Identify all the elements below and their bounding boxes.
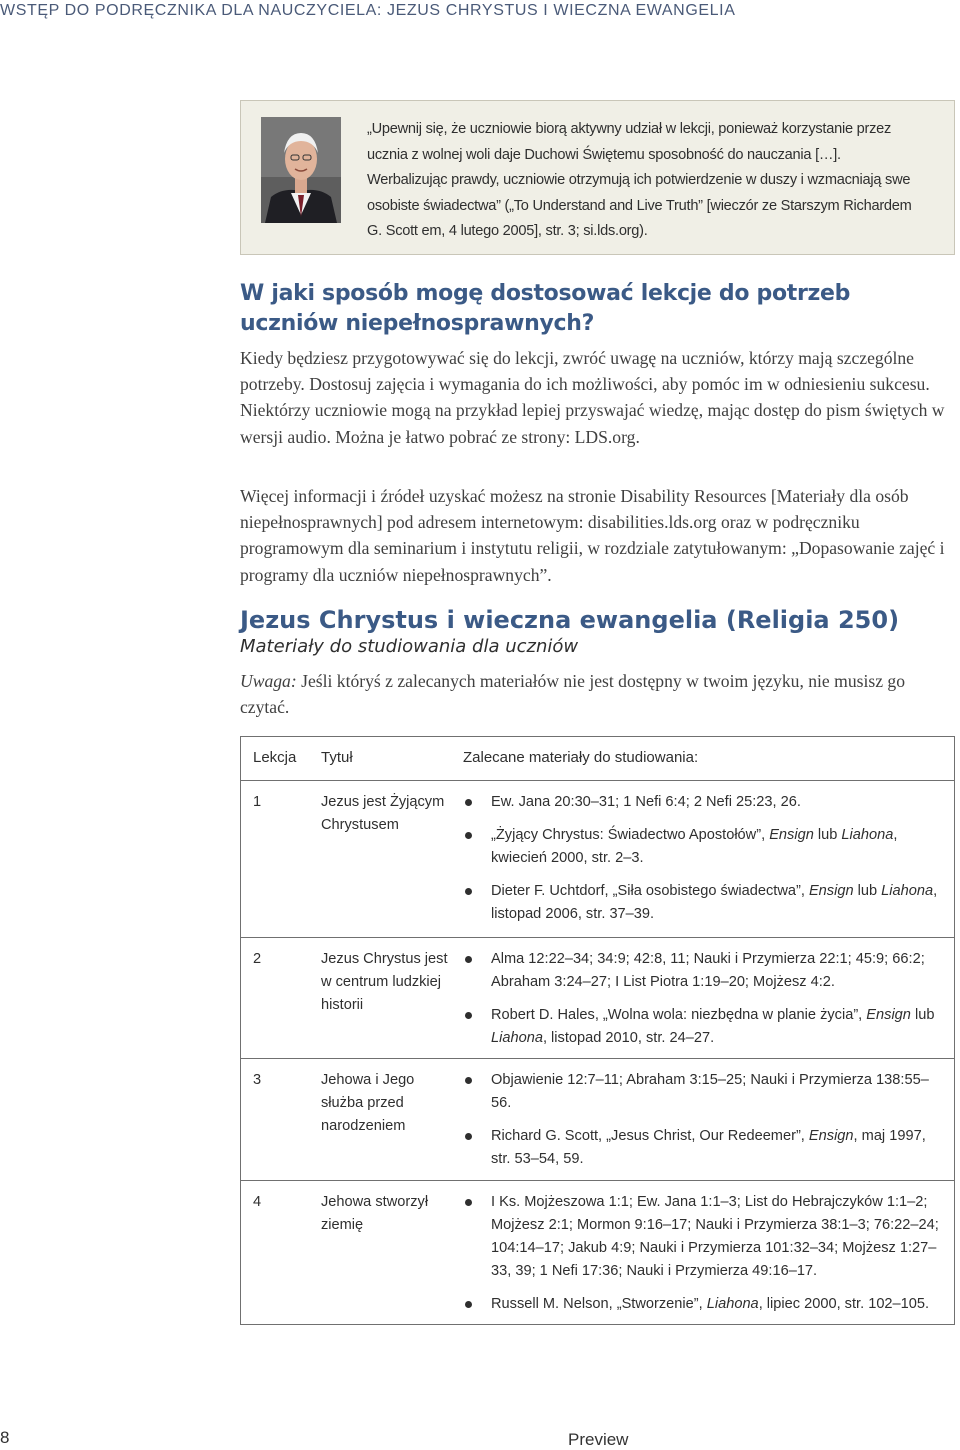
material-text: , listopad 2010, str. 24–27. <box>542 1030 715 1046</box>
header-title: Tytuł <box>321 749 353 766</box>
material-text: I Ks. Mojżeszowa 1:1; Ew. Jana 1:1–3; List do Hebrajczyków 1:1–2; Mojżesz 2:1; Mormon 9:16–17; Nauki i Przymierza 38:1–3; 76:22–24; 104:14–17; Jakub 4:9; Nauki i Przymierza 101:32–34; Mojżesz 1:27–33, 39; 1 Nefi 17:36; Nauki i Przymierza 49:16–17. <box>491 1194 939 1279</box>
material-text: , listopad 2006, str. 37–39. <box>491 883 938 922</box>
preview-label: Preview <box>568 1430 629 1449</box>
quote-line: ucznia z wolnej woli daje Duchowi Świętemu sposobność do nauczania […]. <box>367 146 841 163</box>
paragraph-adapt-lessons: Kiedy będziesz przygotowywać się do lekcji, zwróć uwagę na uczniów, którzy mają szczególne potrzeby. Dostosuj zajęcia i wymagania do ich możliwości, aby pomóc im w odniesieniu sukcesu. Niektórzy uczniowie mogą na przykład lepiej przyswajać wiedzę, mając dostęp do pism świętych w wersji audio. Można je łatwo pobrać ze strony: LDS.org. <box>240 348 945 447</box>
quote-line: G. Scott em, 4 lutego 2005], str. 3; si.lds.org). <box>367 223 648 240</box>
material-text: lub <box>813 827 842 843</box>
bullet-icon <box>465 1012 472 1019</box>
material-text: Objawienie 12:7–11; Abraham 3:15–25; Nauki i Przymierza 138:55–56. <box>491 1072 929 1111</box>
lesson-number: 2 <box>253 951 262 967</box>
material-text: , kwiecień 2000, str. 2–3. <box>491 827 898 866</box>
quote-line: „Upewnij się, że uczniowie biorą aktywny udział w lekcji, ponieważ korzystanie przez <box>367 121 892 137</box>
material-text: Russell M. Nelson, „Stworzenie”, <box>491 1296 707 1312</box>
material-item <box>463 948 943 994</box>
material-item <box>463 1004 943 1050</box>
portrait-image <box>261 117 341 223</box>
lesson-materials <box>463 948 943 1050</box>
table-row <box>241 1180 954 1325</box>
publication-name: Ensign <box>808 1128 854 1144</box>
header-materials: Zalecane materiały do studiowania: <box>463 749 699 766</box>
lesson-title: Jezus Chrystus jest w centrum ludzkiej historii <box>321 951 448 1013</box>
material-item <box>463 1069 943 1115</box>
material-text: , maj 1997, str. 53–54, 59. <box>491 1128 926 1167</box>
publication-name: Liahona <box>706 1296 759 1312</box>
publication-name: Liahona <box>491 1030 543 1046</box>
material-text: lub <box>910 1007 935 1023</box>
lesson-title: Jehowa stworzył ziemię <box>321 1194 429 1233</box>
material-text: Alma 12:22–34; 34:9; 42:8, 11; Nauki i Przymierza 22:1; 45:9; 66:2; Abraham 3:24–27; I List Piotra 1:19–20; Mojżesz 4:2. <box>491 951 925 990</box>
table-header-row <box>241 737 954 781</box>
quote-text <box>367 117 942 245</box>
author-portrait <box>261 117 341 223</box>
bullet-icon <box>465 832 472 839</box>
material-text: Dieter F. Uchtdorf, „Siła osobistego świadectwa”, <box>491 883 809 899</box>
material-item <box>463 824 943 870</box>
lesson-number: 3 <box>253 1072 262 1088</box>
note-label: Uwaga: <box>240 671 297 691</box>
note-text: Jeśli któryś z zalecanych materiałów nie jest dostępny w twoim języku, nie musisz go czytać. <box>240 671 906 718</box>
lesson-number: 4 <box>253 1194 262 1210</box>
lesson-materials <box>463 1069 943 1171</box>
table-row <box>241 937 954 1058</box>
material-text: Richard G. Scott, „Jesus Christ, Our Redeemer”, <box>491 1128 809 1144</box>
bullet-icon <box>465 888 472 895</box>
publication-name: Liahona <box>881 883 934 899</box>
header-lesson: Lekcja <box>253 749 297 766</box>
quote-line: osobiste świadectwa” („To Understand and Live Truth” [wieczór ze Starszym Richardem <box>367 197 912 214</box>
material-item <box>463 880 943 926</box>
bullet-icon <box>465 956 472 963</box>
paragraph-disability-resources: Więcej informacji i źródeł uzyskać możesz na stronie Disability Resources [Materiały dla osób niepełnosprawnych] pod adresem internetowym: disabilities.lds.org oraz w podręczniku programowym dla seminarium i instytutu religii, w rozdziale zatytułowanym: „Dopasowanie zajęć i programy dla uczniów niepełnosprawnych”. <box>240 486 945 585</box>
lesson-title: Jehowa i Jego służba przed narodzeniem <box>321 1072 415 1134</box>
material-item <box>463 791 943 814</box>
course-heading: Jezus Chrystus i wieczna ewangelia (Religia 250) <box>240 606 900 634</box>
material-text: Ew. Jana 20:30–31; 1 Nefi 6:4; 2 Nefi 25:23, 26. <box>491 794 801 810</box>
course-subtitle: Materiały do studiowania dla uczniów <box>240 636 579 657</box>
lesson-title: Jezus jest Żyjącym Chrystusem <box>321 794 445 833</box>
material-text: „Żyjący Chrystus: Świadectwo Apostołów”, <box>491 827 770 843</box>
lesson-materials <box>463 1191 943 1316</box>
quote-box <box>240 100 955 255</box>
material-text: Robert D. Hales, „Wolna wola: niezbędna w planie życia”, <box>491 1007 867 1023</box>
material-text: , lipiec 2000, str. 102–105. <box>758 1296 930 1312</box>
note-paragraph <box>240 668 940 720</box>
material-item <box>463 1191 943 1283</box>
bullet-icon <box>465 1199 472 1206</box>
publication-name: Ensign <box>769 827 814 843</box>
study-materials-table <box>240 736 955 1325</box>
material-item <box>463 1293 943 1316</box>
running-header: WSTĘP DO PODRĘCZNIKA DLA NAUCZYCIELA: JEZUS CHRYSTUS I WIECZNA EWANGELIA <box>0 2 736 19</box>
publication-name: Ensign <box>808 883 854 899</box>
lesson-number: 1 <box>253 794 262 810</box>
material-text: lub <box>853 883 882 899</box>
bullet-icon <box>465 1301 472 1308</box>
bullet-icon <box>465 799 472 806</box>
table-row <box>241 1058 954 1180</box>
publication-name: Ensign <box>866 1007 911 1023</box>
bullet-icon <box>465 1077 472 1084</box>
page-number: 8 <box>0 1428 10 1447</box>
section-heading-disabilities: W jaki sposób mogę dostosować lekcje do potrzeb uczniów niepełnosprawnych? <box>240 281 851 336</box>
table-row <box>241 781 954 937</box>
bullet-icon <box>465 1133 472 1140</box>
material-item <box>463 1125 943 1171</box>
publication-name: Liahona <box>841 827 894 843</box>
lesson-materials <box>463 791 943 926</box>
quote-line: Werbalizując prawdy, uczniowie otrzymują ich potwierdzenie w duszy i wzmacniają swe <box>367 172 911 189</box>
